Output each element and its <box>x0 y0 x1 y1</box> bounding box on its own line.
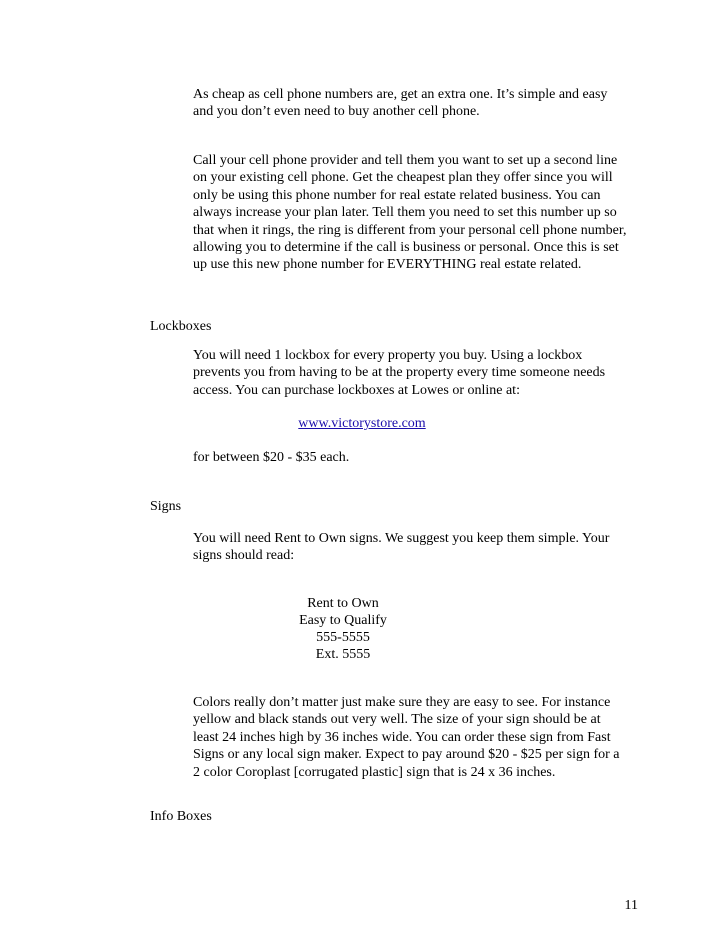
sign-line-rent-to-own: Rent to Own <box>307 596 379 611</box>
paragraph-lockbox-price: for between $20 - $35 each. <box>193 450 350 465</box>
victorystore-link[interactable]: www.victorystore.com <box>298 416 426 431</box>
victorystore-link-line <box>212 415 512 432</box>
sign-line-easy-to-qualify: Easy to Qualify <box>299 613 387 628</box>
heading-info-boxes: Info Boxes <box>150 809 212 824</box>
heading-lockboxes: Lockboxes <box>150 319 212 334</box>
page-number: 11 <box>624 898 638 913</box>
paragraph-lockboxes: You will need 1 lockbox for every property you buy. Using a lockbox prevents you from having to be at the property every time someone needs access. You can purchase lockboxes at Lowes or online at: <box>193 348 606 398</box>
paragraph-sign-details: Colors really don’t matter just make sure they are easy to see. For instance yellow and black stands out very well. The size of your sign should be at least 24 inches high by 36 inches wide. You can order these sign from Fast Signs or any local sign maker. Expect to pay around $20 - $25 per sign for a 2 color Coroplast [corrugated plastic] sign that is 24 x 36 inches. <box>193 695 620 780</box>
heading-signs: Signs <box>150 499 182 514</box>
paragraph-second-line: Call your cell phone provider and tell them you want to set up a second line on your existing cell phone. Get the cheapest plan they offer since you will only be using this phone number for real estate related business. You can always increase your plan later. Tell them you need to set this number up so that when it rings, the ring is different from your personal cell phone number, allowing you to determine if the call is business or personal. Once this is set up use this new phone number for EVERYTHING real estate related. <box>193 153 627 273</box>
paragraph-extra-number: As cheap as cell phone numbers are, get an extra one. It’s simple and easy and you don’t even need to buy another cell phone. <box>193 87 608 120</box>
sign-line-phone: 555-5555 <box>316 630 370 645</box>
paragraph-signs: You will need Rent to Own signs. We suggest you keep them simple. Your signs should read: <box>193 531 610 564</box>
sign-line-extension: Ext. 5555 <box>315 647 371 662</box>
